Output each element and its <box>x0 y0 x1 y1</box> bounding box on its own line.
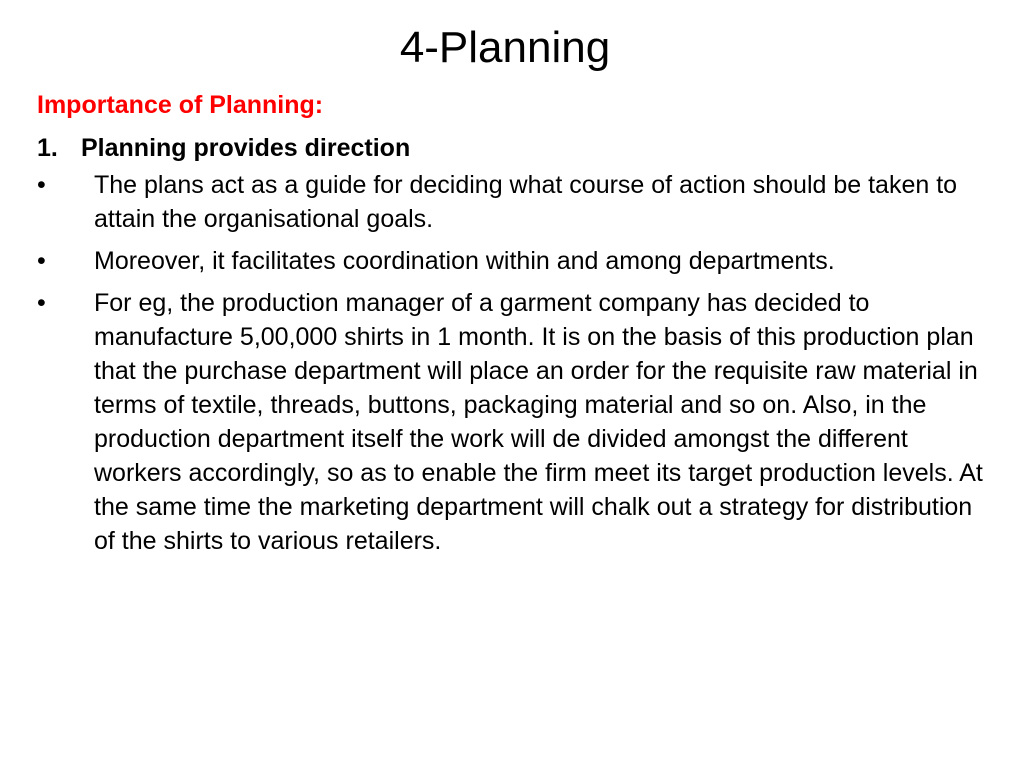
slide-title: 4-Planning <box>399 23 611 72</box>
list-item <box>37 244 987 278</box>
list-item <box>37 168 987 236</box>
point-title: Planning provides direction <box>81 134 411 162</box>
bullet-text: The plans act as a guide for deciding what course of action should be taken to attain the organisational goals. <box>94 171 958 233</box>
point-heading <box>37 130 987 166</box>
point-number: 1. <box>37 134 58 162</box>
list-item <box>37 286 987 558</box>
slide-content <box>37 86 987 558</box>
bullet-icon: • <box>37 247 46 275</box>
bullet-text: For eg, the production manager of a garment company has decided to manufacture 5,00,000 shirts in 1 month. It is on the basis of this production plan that the purchase department will place an order for the requisite raw material in terms of textile, threads, buttons, packaging material and so on. Also, in the production department itself the work will de divided amongst the different workers accordingly, so as to enable the firm meet its target production levels. At the same time the marketing department will chalk out a strategy for distribution of the shirts to various retailers. <box>94 289 983 555</box>
bullet-icon: • <box>37 171 46 199</box>
bullet-icon: • <box>37 289 46 317</box>
bullet-text: Moreover, it facilitates coordination within and among departments. <box>94 247 835 275</box>
section-heading: Importance of Planning: <box>37 91 324 119</box>
bullet-list <box>37 168 987 558</box>
